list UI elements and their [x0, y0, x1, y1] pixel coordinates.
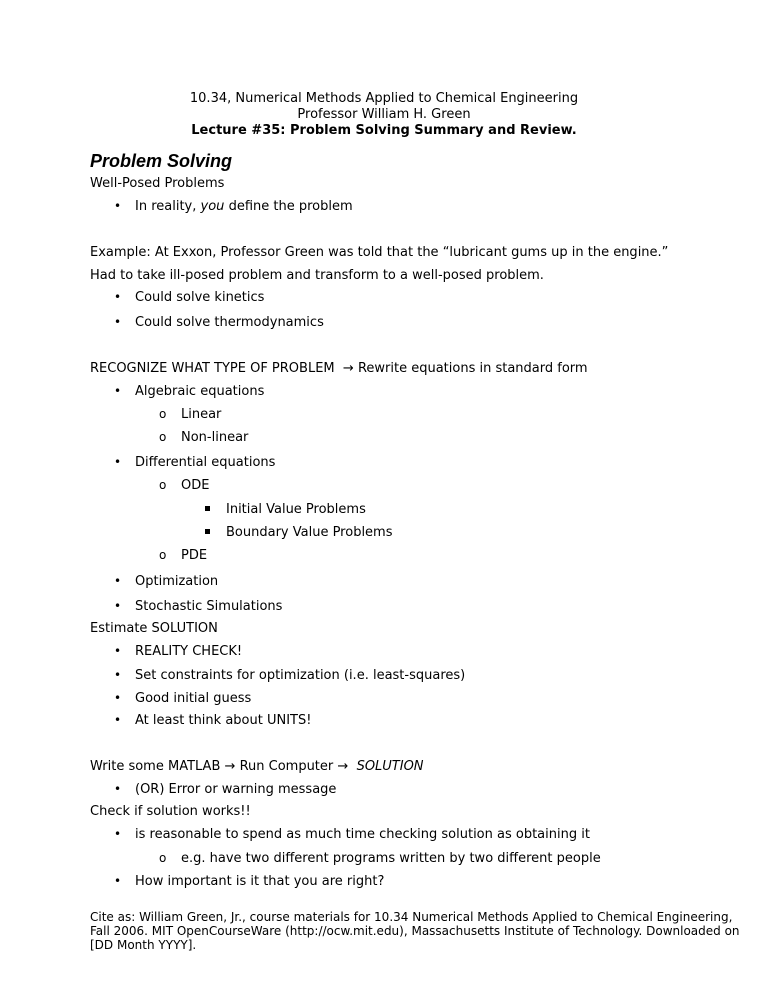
lecture-title: Lecture #35: Problem Solving Summary and Review. [191, 123, 577, 138]
bullet-icon: • [114, 644, 122, 658]
bullet-icon: • [114, 827, 122, 841]
bullet-icon: • [114, 315, 122, 329]
list-item: Set constraints for optimization (i.e. least-squares) [135, 668, 466, 683]
list-item: Boundary Value Problems [226, 525, 393, 540]
list-item: PDE [181, 548, 208, 563]
circle-bullet-icon: o [159, 478, 167, 492]
bullet-icon: • [114, 290, 122, 304]
list-item: Differential equations [135, 455, 276, 470]
circle-bullet-icon: o [159, 407, 167, 421]
list-item: How important is it that you are right? [135, 874, 385, 889]
list-item: e.g. have two different programs written by two different people [181, 851, 601, 866]
list-item: Good initial guess [135, 691, 252, 706]
well-posed-heading: Well-Posed Problems [90, 176, 225, 191]
estimate-heading: Estimate SOLUTION [90, 621, 218, 636]
bullet-icon: • [114, 782, 122, 796]
bullet-icon: • [114, 691, 122, 705]
circle-bullet-icon: o [159, 430, 167, 444]
section-title: Problem Solving [90, 151, 233, 171]
professor-name: Professor William H. Green [297, 107, 471, 122]
list-item: REALITY CHECK! [135, 644, 243, 659]
bullet-icon: • [114, 574, 122, 588]
bullet-icon: • [114, 599, 122, 613]
arrow-icon: → [224, 759, 236, 774]
list-item: ODE [181, 478, 210, 493]
list-item: Optimization [135, 574, 219, 589]
recognize-line: RECOGNIZE WHAT TYPE OF PROBLEM → Rewrite equations in standard form [90, 361, 588, 376]
bullet-icon: • [114, 874, 122, 888]
circle-bullet-icon: o [159, 548, 167, 562]
list-item: Algebraic equations [135, 384, 265, 399]
list-item: Non-linear [181, 430, 249, 445]
arrow-icon: → [342, 361, 354, 376]
bullet-icon: • [114, 384, 122, 398]
list-item: Stochastic Simulations [135, 599, 283, 614]
example-line-2: Had to take ill-posed problem and transform to a well-posed problem. [90, 268, 544, 283]
bullet-icon: • [114, 455, 122, 469]
course-title: 10.34, Numerical Methods Applied to Chemical Engineering [189, 91, 579, 106]
citation-footer: Cite as: William Green, Jr., course materials for 10.34 Numerical Methods Applied to Chemical Engineering, Fall 2006. MIT OpenCourseWare (http://ocw.mit.edu), Massachusetts Institute of Technology. Downloaded on [DD Month YYYY]. [90, 910, 740, 952]
list-item: Initial Value Problems [226, 502, 366, 517]
circle-bullet-icon: o [159, 851, 167, 865]
matlab-line: Write some MATLAB → Run Computer → SOLUTION [90, 759, 424, 774]
list-item: At least think about UNITS! [135, 713, 312, 728]
list-item: Could solve kinetics [135, 290, 265, 305]
check-heading: Check if solution works!! [90, 804, 251, 819]
square-bullet-icon [205, 529, 210, 534]
example-line-1: Example: At Exxon, Professor Green was told that the “lubricant gums up in the engine.” [90, 245, 669, 260]
list-item: (OR) Error or warning message [135, 782, 337, 797]
list-item: is reasonable to spend as much time checking solution as obtaining it [135, 827, 590, 842]
square-bullet-icon [205, 506, 210, 511]
bullet-icon: • [114, 668, 122, 682]
bullet-icon: • [114, 713, 122, 727]
list-item: Linear [181, 407, 222, 422]
well-posed-bullet: In reality, you define the problem [135, 199, 353, 214]
arrow-icon: → [337, 759, 349, 774]
bullet-icon: • [114, 199, 122, 213]
list-item: Could solve thermodynamics [135, 315, 324, 330]
